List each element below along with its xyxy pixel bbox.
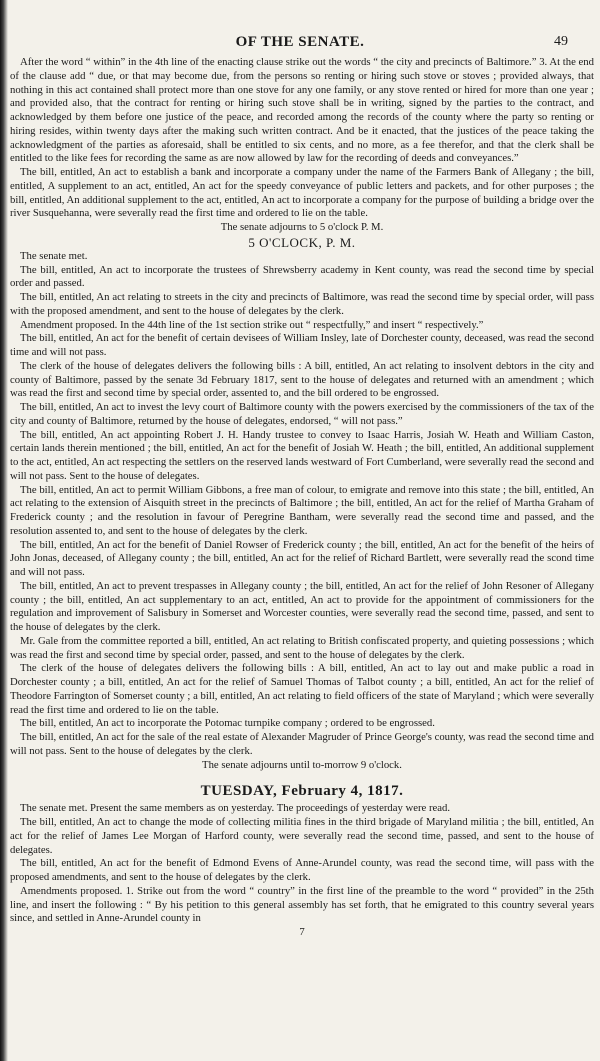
section-heading: 5 O'CLOCK, P. M. xyxy=(248,234,356,250)
paragraph: The senate met. Present the same members as on yesterday. The proceedings of yesterday were read. xyxy=(20,802,451,815)
signature-mark: 7 xyxy=(299,926,305,938)
paragraph: The bill, entitled, An act for the benefit of Edmond Evens of Anne-Arundel county, was read the second time, will pass with the proposed amendments, and sent to the house of delegates by the clerk. xyxy=(10,857,594,883)
body-text xyxy=(10,56,594,940)
paragraph: After the word “ within” in the 4th line of the enacting clause strike out the words “ the city and precincts of Baltimore.” 3. At the end of the clause add “ due, or that may become due, from the persons so renting or hiring such stove or stoves ; provided always, that nothing in this act contained shall protect more than one stove for any one family, or any stove rented or hired for more than one year ; and provided also, that the contract for renting or hiring such stove shall be in writing, signed by the parties to the contract, and acknowledged by them before one justice of the peace, and recorded among the records of the county where the party so renting or hiring resides, within twenty days after the making such written contract. And be it enacted, that the justices of the peace taking the acknowledgment of the parties as aforesaid, shall be entitled to six cents, and no more, as a fee therefor, and that the clerk shall be entitled to the like fees for recording the same as are now allowed by law for the recording of deeds and conveyances.” xyxy=(10,56,594,165)
paragraph: The bill, entitled, An act to permit William Gibbons, a free man of colour, to emigrate and remove into this state ; the bill, entitled, An act relating to the extension of Aisquith street in the precincts of Baltimore ; the bill, entitled, An act for the relief of Martha Graham of Frederick county ; and the resolution in favour of Peregrine Bantham, were severally read the second time and passed, and the resolution assented to, and sent to the house of delegates by the clerk. xyxy=(10,483,594,537)
paragraph: The bill, entitled, An act to prevent trespasses in Allegany county ; the bill, entitled, An act for the relief of John Resoner of Allegany county ; the bill, entitled, An act supplementary to an act, entitled, An act to provide for the appointment of commissioners for the regulation and improvement of Salisbury in Somerset and Worcester counties, were severally read the second time, passed, and sent to the house of delegates by the clerk. xyxy=(10,579,594,633)
paragraph: Amendments proposed. 1. Strike out from the word “ country” in the first line of the preamble to the word “ provided” in the 25th line, and insert the following : “ By his petition to this general assembly has set forth, that he emigrated to this country several years since, and settled in Anne-Arundel county in xyxy=(10,884,594,925)
paragraph: Mr. Gale from the committee reported a bill, entitled, An act relating to British confiscated property, and quieting possessions ; which was read the first and second time by special order, passed, and sent to the house of delegates by the clerk. xyxy=(10,634,594,661)
paragraph: Amendment proposed. In the 44th line of the 1st section strike out “ respectfully,” and insert “ respectively.” xyxy=(20,318,484,331)
paragraph: The bill, entitled, An act for the sale of the real estate of Alexander Magruder of Prince George's county, was read the second time and will not pass. Sent to the house of delegates by the clerk. xyxy=(10,731,594,757)
paragraph: The bill, entitled, An act to change the mode of collecting militia fines in the third brigade of Maryland militia ; the bill, entitled, An act for the relief of James Lee Morgan of Harford county, were severally read the second time, passed, and sent to the house of delegates. xyxy=(10,816,594,856)
binding-shadow xyxy=(0,0,8,1061)
date-heading: TUESDAY, February 4, 1817. xyxy=(200,783,404,800)
paragraph: The bill, entitled, An act relating to streets in the city and precincts of Baltimore, was read the second time by special order, will pass with the proposed amendment, and sent to the house of delegates by the clerk. xyxy=(10,291,594,317)
paragraph: The bill, entitled, An act appointing Robert J. H. Handy trustee to convey to Isaac Harris, Josiah W. Heath and William Caston, certain lands therein mentioned ; the bill, entitled, An act for the benefit of Josiah W. Heath ; the bill, entitled, An additional supplement to the act, entitled, An act respecting the settlers on the reserved lands westward of Fort Cumberland, were severally read the second and will not pass. Sent to the house of delegates. xyxy=(10,428,594,482)
paragraph: The senate met. xyxy=(20,249,88,262)
paragraph: The clerk of the house of delegates delivers the following bills : A bill, entitled, An act relating to insolvent debtors in the city and county of Baltimore, passed by the senate 3d February 1817, sent to the house of delegates and returned with an amendment ; which was read the first and second time by special order, assented to, and the bill ordered to be engrossed. xyxy=(10,359,594,400)
paragraph: The bill, entitled, An act for the benefit of certain devisees of William Insley, late of Dorchester county, deceased, was read the second time and will not pass. xyxy=(10,332,595,358)
adjournment-note: The senate adjourns until to-morrow 9 o'clock. xyxy=(202,758,402,771)
paragraph: The bill, entitled, An act to establish a bank and incorporate a company under the name of the Farmers Bank of Allegany ; the bill, entitled, A supplement to an act, entitled, An act for the speedy conveyance of public letters and packets, and for other purposes ; the bill, entitled, An additional supplement to the act, entitled, An act to incorporate a company for the purpose of building a bridge over the river Susquehanna, were severally read the first time and ordered to lie on the table. xyxy=(10,166,594,220)
paragraph: The clerk of the house of delegates delivers the following bills : A bill, entitled, An act to lay out and make public a road in Dorchester county ; a bill, entitled, An act for the relief of Samuel Thomas of Talbot county ; a bill, entitled, An act for the relief of Theodore Farrington of Somerset county ; a bill, entitled, An act relating to field officers of the state of Maryland ; which were severally read the first time and ordered to lie on the table. xyxy=(10,662,594,716)
page-header xyxy=(0,34,600,54)
page-number: 49 xyxy=(554,34,568,49)
paragraph: The bill, entitled, An act to incorporate the trustees of Shrewsberry academy in Kent county, was read the second time by special order and passed. xyxy=(10,263,594,290)
paragraph: The bill, entitled, An act to invest the levy court of Baltimore county with the powers exercised by the commissioners of the tax of the city and county of Baltimore, returned by the house of delegates, endorsed, “ will not pass.” xyxy=(10,401,594,427)
adjournment-note: The senate adjourns to 5 o'clock P. M. xyxy=(220,221,384,233)
paragraph: The bill, entitled, An act to incorporate the Potomac turnpike company ; ordered to be engrossed. xyxy=(20,717,435,730)
running-head: OF THE SENATE. xyxy=(235,34,365,50)
paragraph: The bill, entitled, An act for the benefit of Daniel Rowser of Frederick county ; the bill, entitled, An act for the benefit of the heirs of John Jonas, deceased, of Allegany county ; the bill, entitled, An act for the relief of Richard Bartlett, were severally read the scond time and will not pass. xyxy=(10,538,594,578)
